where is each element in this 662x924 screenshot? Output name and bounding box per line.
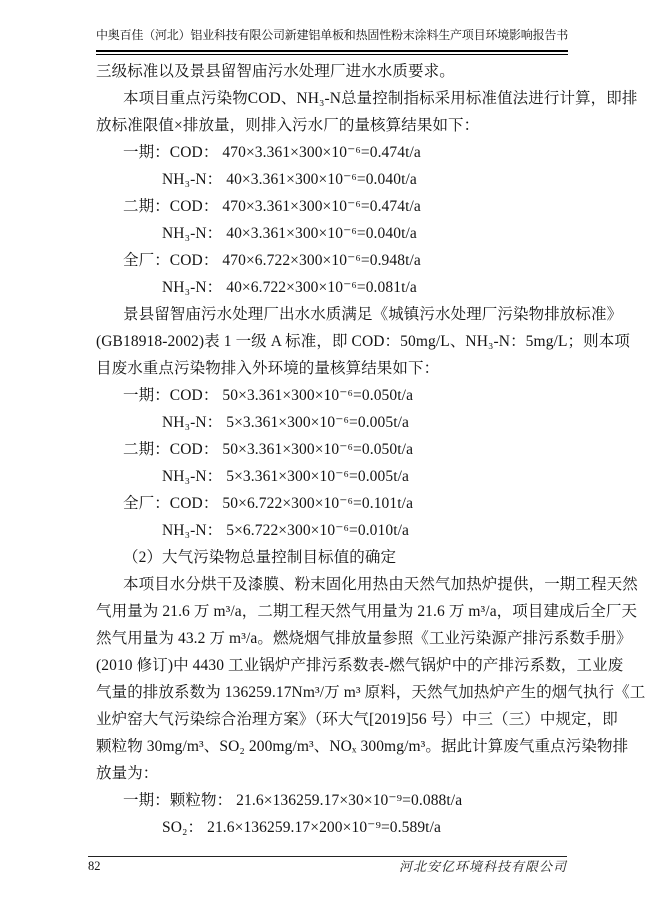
formula-line: NH₃-N： 5×3.361×300×10⁻⁶=0.005t/a <box>162 468 410 485</box>
formula-line: NH₃-N： 40×3.361×300×10⁻⁶=0.040t/a <box>162 171 417 188</box>
paragraph-line: 放量为： <box>96 765 159 782</box>
page-header <box>96 26 568 55</box>
formula-line: 一期：COD： 50×3.361×300×10⁻⁶=0.050t/a <box>123 387 414 404</box>
paragraph-line: 本项目重点污染物COD、NH₃-N总量控制指标采用标准值法进行计算，即排 <box>123 90 638 107</box>
footer-company: 河北安亿环境科技有限公司 <box>398 859 567 874</box>
paragraph-line: 放标准限值×排放量，则排入污水厂的量核算结果如下： <box>96 117 480 134</box>
header-double-rule <box>96 50 568 55</box>
formula-line: 二期：COD： 50×3.361×300×10⁻⁶=0.050t/a <box>123 441 414 458</box>
page-number: 82 <box>88 859 101 873</box>
paragraph-line: 本项目水分烘干及漆膜、粉末固化用热由天然气加热炉提供，一期工程天然 <box>123 576 638 593</box>
document-body <box>96 58 646 841</box>
formula-line: 二期：COD： 470×3.361×300×10⁻⁶=0.474t/a <box>123 198 421 215</box>
paragraph-line: 景县留智庙污水处理厂出水水质满足《城镇污水处理厂污染物排放标准》 <box>123 306 623 323</box>
paragraph-line: 业炉窑大气污染综合治理方案》（环大气[2019]56 号）中三（三）中规定，即 <box>96 711 618 728</box>
formula-line: 全厂：COD： 50×6.722×300×10⁻⁶=0.101t/a <box>123 495 414 512</box>
section-heading-line: （2）大气污染物总量控制目标值的确定 <box>123 549 397 566</box>
paragraph-line: 三级标准以及景县留智庙污水处理厂进水水质要求。 <box>96 63 455 80</box>
formula-line: 一期：COD： 470×3.361×300×10⁻⁶=0.474t/a <box>123 144 421 161</box>
paragraph-line: 气量的排放系数为 136259.17Nm³/万 m³ 原料，天然气加热炉产生的烟气执行《工 <box>96 684 646 701</box>
formula-line: NH₃-N： 40×3.361×300×10⁻⁶=0.040t/a <box>162 225 417 242</box>
formula-line: 一期：颗粒物： 21.6×136259.17×30×10⁻⁹=0.088t/a <box>123 792 463 809</box>
paragraph-line: 然气用量为 43.2 万 m³/a。燃烧烟气排放量参照《工业污染源产排污系数手册》 <box>96 630 632 647</box>
paragraph-line: (GB18918-2002)表 1 一级 A 标准，即 COD：50mg/L、NH₃-N：5mg/L；则本项 <box>96 333 630 350</box>
report-title: 中奥百佳（河北）铝业科技有限公司新建铝单板和热固性粉末涂料生产项目环境影响报告书 <box>96 28 569 42</box>
formula-line: NH₃-N： 40×6.722×300×10⁻⁶=0.081t/a <box>162 279 417 296</box>
formula-line: 全厂：COD： 470×6.722×300×10⁻⁶=0.948t/a <box>123 252 421 269</box>
paragraph-line: (2010 修订)中 4430 工业锅炉产排污系数表-燃气锅炉中的产排污系数，工业废 <box>96 657 624 674</box>
footer-rule <box>88 856 567 857</box>
paragraph-line: 气用量为 21.6 万 m³/a，二期工程天然气用量为 21.6 万 m³/a，项目建成后全厂天 <box>96 603 638 620</box>
formula-line: SO₂： 21.6×136259.17×200×10⁻⁹=0.589t/a <box>162 819 441 836</box>
paragraph-line: 颗粒物 30mg/m³、SO₂ 200mg/m³、NOₓ 300mg/m³。据此计算废气重点污染物排 <box>96 738 629 755</box>
formula-line: NH₃-N： 5×3.361×300×10⁻⁶=0.005t/a <box>162 414 410 431</box>
page-footer <box>88 856 567 876</box>
formula-line: NH₃-N： 5×6.722×300×10⁻⁶=0.010t/a <box>162 522 410 539</box>
paragraph-line: 目废水重点污染物排入外环境的量核算结果如下： <box>96 360 440 377</box>
